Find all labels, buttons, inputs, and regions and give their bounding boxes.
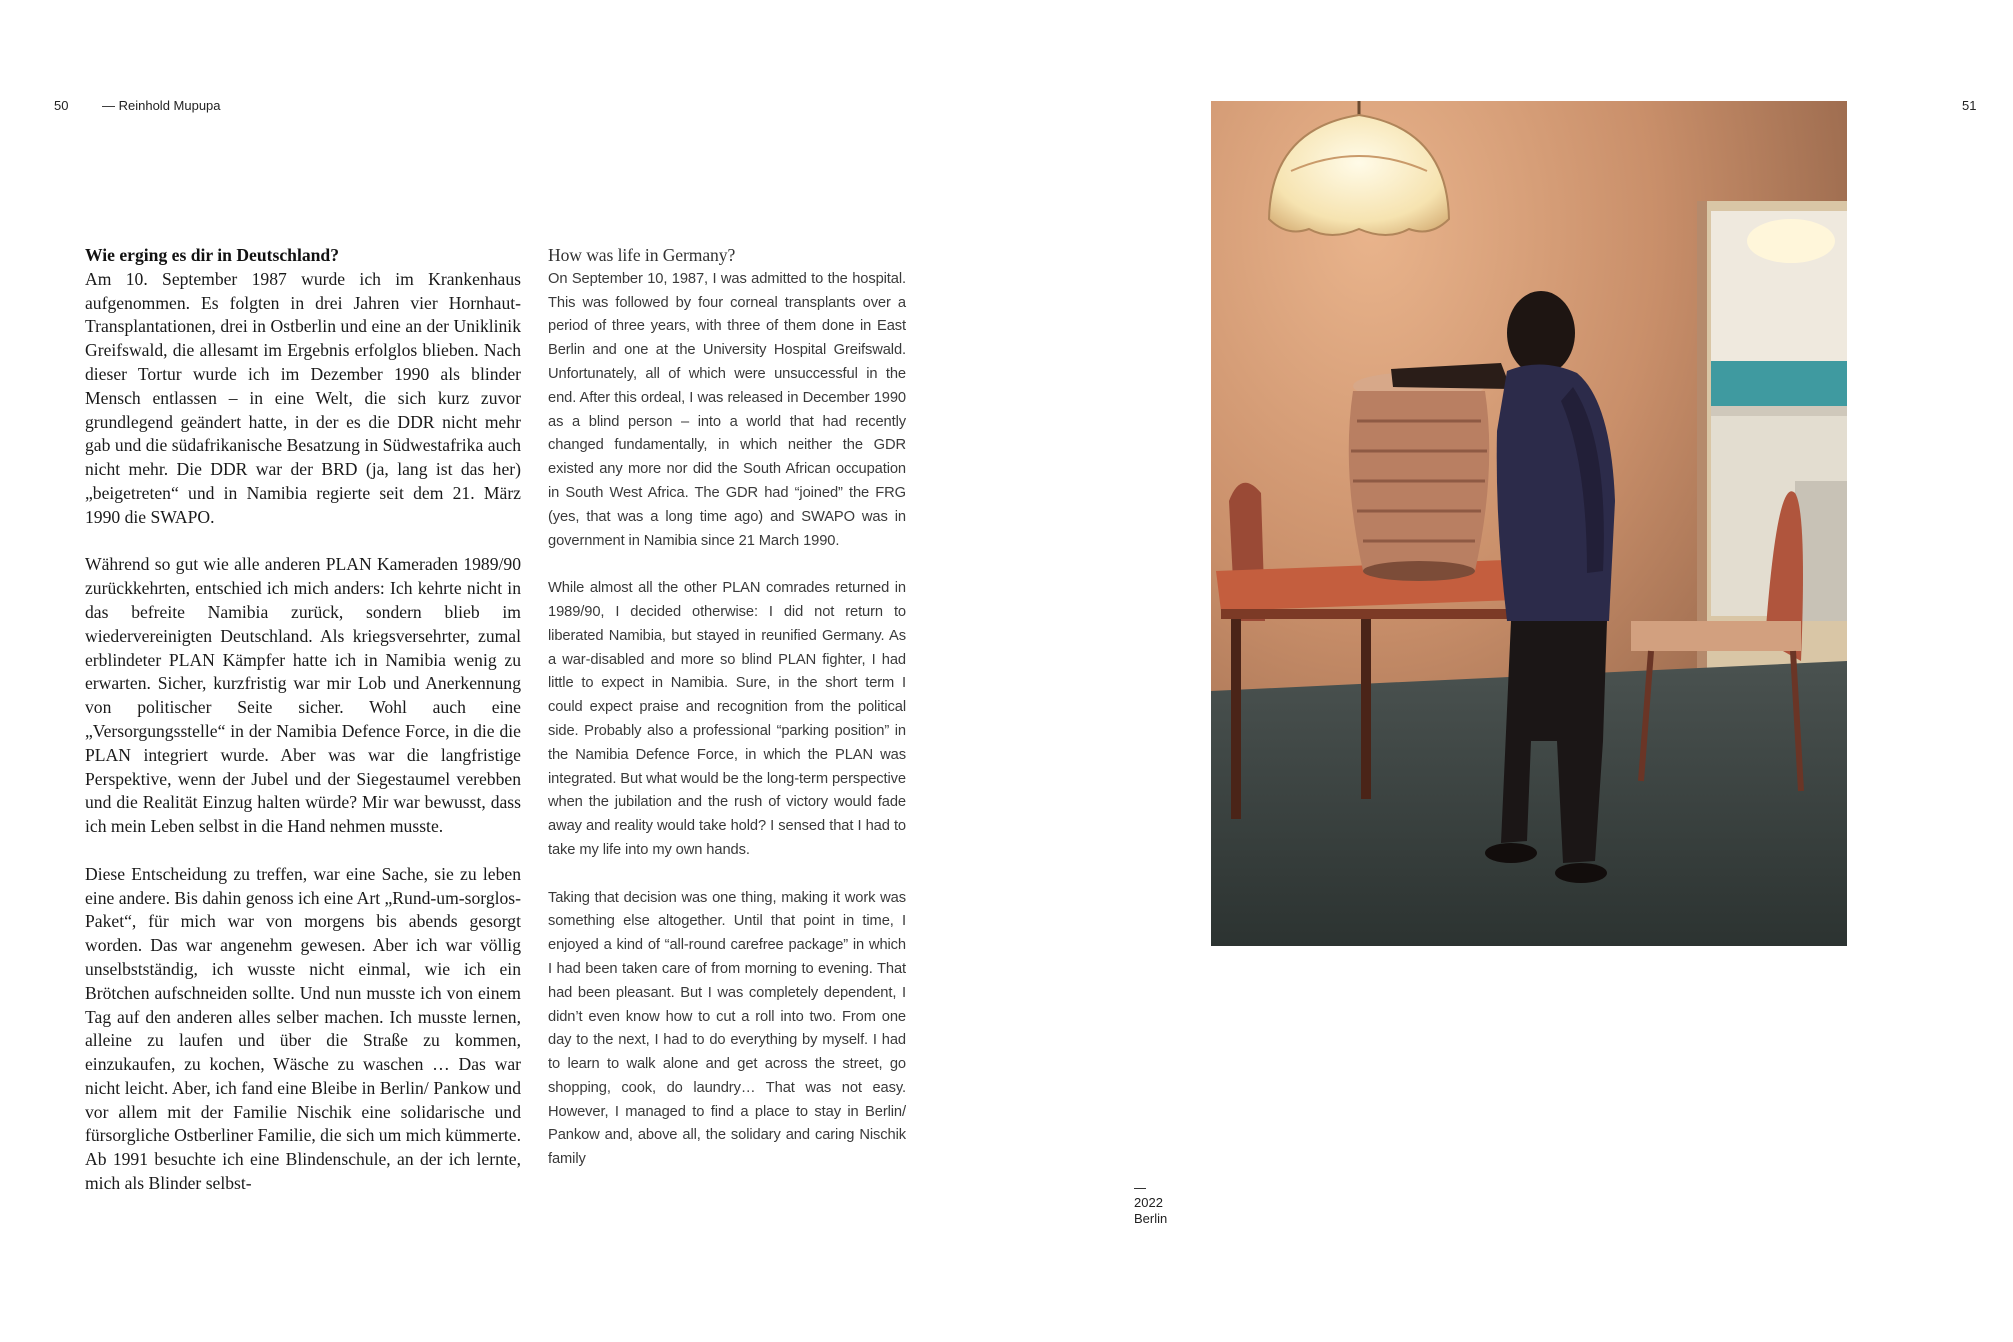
running-head: — Reinhold Mupupa: [102, 98, 221, 113]
german-column: [85, 244, 521, 1220]
german-paragraph: Diese Entscheidung zu treffen, war eine Sache, sie zu leben eine andere. Bis dahin genoss ich eine Art „Rund-um-sorglos-Paket“, für mich war von morgens bis abends gesorgt worden. Das war angenehm gewesen. Aber ich war völlig unselbstständig, ich wusste nicht einmal, wie ich ein Brötchen aufschneiden sollte. Und nun musste ich von einem Tag auf den anderen alles selber machen. Ich musste lernen, alleine zu laufen und über die Straße zu kommen, einzukaufen, zu kochen, Wäsche zu waschen … Das war nicht leicht. Aber, ich fand eine Bleibe in Berlin/ Pankow und vor allem mit der Familie Nischik eine solidarische und fürsorgliche Ostberliner Familie, die sich um mich kümmerte. Ab 1991 besuchte ich eine Blindenschule, an der ich lernte, mich als Blinder selbst-: [85, 863, 522, 1194]
german-paragraph: Während so gut wie alle anderen PLAN Kameraden 1989/90 zurückkehrten, entschied ich mich anders: Ich kehrte nicht in das befreite Namibia zurück, sondern blieb im wiedervereinigten Deutschland. Als kriegsversehrter, zumal erblindeter PLAN Kämpfer hatte ich in Namibia wenig zu erwarten. Sicher, kurzfristig war mir Lob und Anerkennung von politischer Seite sicher. Wohl auch eine „Versorgungsstelle“ in der Namibia Defence Force, in die die PLAN integriert wurde. Aber was war die langfristige Perspektive, wenn der Jubel und der Siegestaumel verebben und die Realität Einzug halten würde? Mir war bewusst, dass ich mein Leben selbst in die Hand nehmen musste.: [85, 554, 521, 837]
english-column: [548, 244, 906, 1196]
portrait-photo: [1211, 101, 1847, 946]
photo-caption: [1134, 1188, 1167, 1227]
english-paragraph: On September 10, 1987, I was admitted to the hospital. This was followed by four corneal transplants over a period of three years, with three of them done in East Berlin and one at the University Hospital Greifswald. Unfortunately, all of which were unsuccessful in the end. After this ordeal, I was released in December 1990 as a blind person – into a world that had recently changed fundamentally, in which neither the GDR existed any more nor did the South African occupation in South West Africa. The GDR had “joined” the FRG (yes, that was a long time ago) and SWAPO was in government in Namibia since 21 March 1990.: [548, 270, 906, 549]
caption-year: 2022: [1134, 1195, 1163, 1210]
english-paragraph: Taking that decision was one thing, making it work was something else altogether. Until that point in time, I enjoyed a kind of “all-round carefree package” in which I had been taken care of from morning to evening. That had been pleasant. But I was completely dependent, I didn’t even know how to cut a roll into two. From one day to the next, I had to do everything by myself. I had to learn to walk alone and get across the street, go shopping, cook, do laundry… That was not easy. However, I managed to find a place to stay in Berlin/ Pankow and, above all, the solidary and caring Nischik family: [548, 889, 906, 1168]
right-page-number: 51: [1962, 98, 1977, 113]
german-heading: Wie erging es dir in Deutschland?: [85, 245, 339, 265]
english-heading: How was life in Germany?: [548, 245, 736, 265]
caption-place: Berlin: [1134, 1211, 1168, 1226]
english-paragraph: While almost all the other PLAN comrades returned in 1989/90, I decided otherwise: I did not return to liberated Namibia, but stayed in reunified Germany. As a war-disabled and more so blind PLAN fighter, I had little to expect in Namibia. Sure, in the short term I could expect praise and recognition from the political side. Probably also a professional “parking position” in the Namibia Defence Force, in which the PLAN was integrated. But what would be the long-term perspective when the jubilation and the rush of victory would fade away and reality would take hold? I sensed that I had to take my life into my own hands.: [548, 580, 906, 858]
left-page-number: 50: [54, 98, 69, 113]
german-paragraph: Am 10. September 1987 wurde ich im Krankenhaus aufgenommen. Es folgten in drei Jahren vier Hornhaut-Transplantationen, drei in Ostberlin und eine an der Uniklinik Greifswald, die allesamt im Ergebnis erfolglos blieben. Nach dieser Tortur wurde ich im Dezember 1990 als blinder Mensch entlassen – in eine Welt, die sich kurz zuvor grundlegend geändert hatte, in der es die DDR nicht mehr gab und die südafrikanische Besatzung in Südwestafrika auch nicht mehr. Die DDR war der BRD (ja, lang ist das her) „beigetreten“ und in Namibia regierte seit dem 21. März 1990 die SWAPO.: [85, 268, 521, 527]
caption-dash: [1134, 1188, 1146, 1189]
